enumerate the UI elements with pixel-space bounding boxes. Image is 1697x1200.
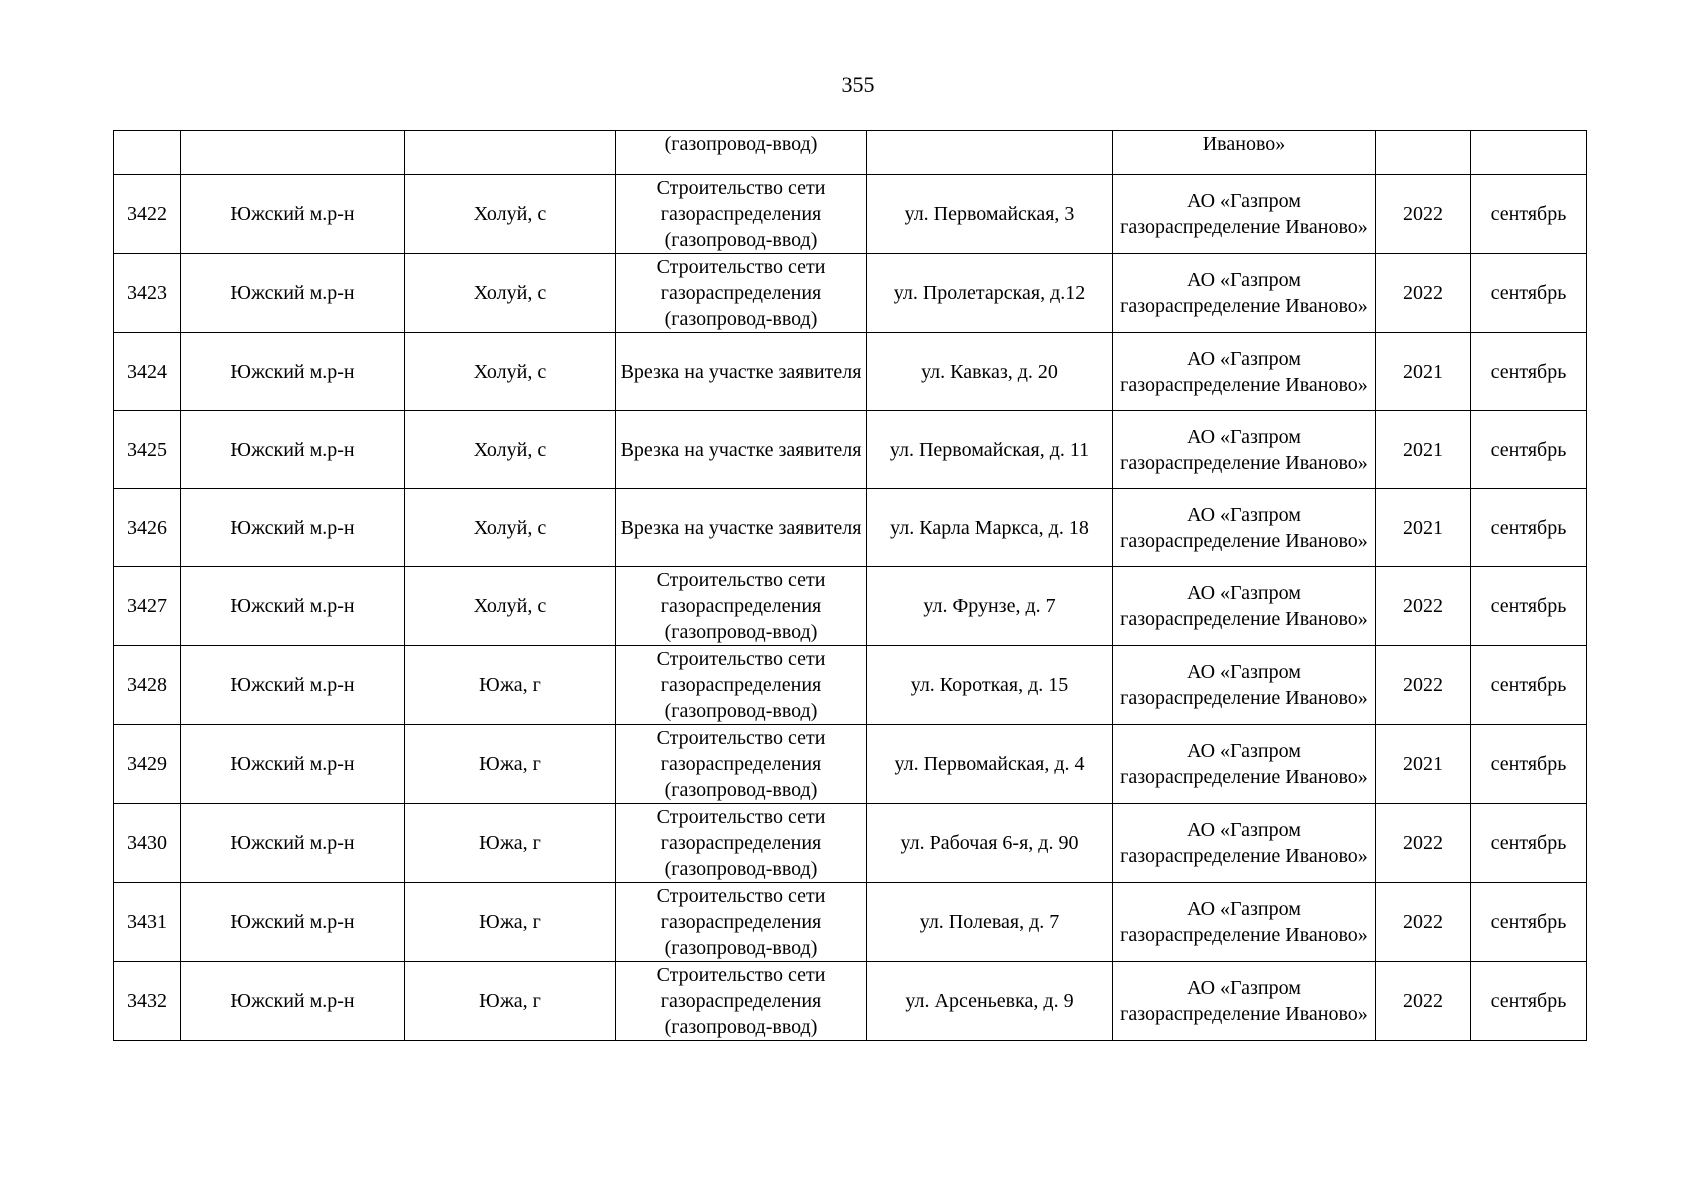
table-row [114, 411, 1587, 489]
gas-connection-table [113, 130, 1587, 1041]
cell-year: 2021 [1376, 489, 1471, 567]
cell-year [1376, 131, 1471, 175]
cell-locality: Холуй, с [405, 567, 616, 646]
cell-month: сентябрь [1471, 962, 1587, 1041]
cell-org: АО «Газпром газораспределение Иваново» [1113, 489, 1376, 567]
cell-locality: Южа, г [405, 804, 616, 883]
cell-month: сентябрь [1471, 883, 1587, 962]
cell-year: 2021 [1376, 333, 1471, 411]
cell-district: Южский м.р-н [181, 333, 405, 411]
cell-month: сентябрь [1471, 567, 1587, 646]
cell-year: 2022 [1376, 567, 1471, 646]
cell-org: АО «Газпром газораспределение Иваново» [1113, 411, 1376, 489]
cell-locality: Южа, г [405, 646, 616, 725]
cell-locality: Холуй, с [405, 175, 616, 254]
cell-address [867, 131, 1113, 175]
cell-address: ул. Первомайская, 3 [867, 175, 1113, 254]
cell-num: 3424 [114, 333, 181, 411]
cell-district: Южский м.р-н [181, 175, 405, 254]
cell-district: Южский м.р-н [181, 725, 405, 804]
cell-work: Строительство сети газораспределения (газопровод-ввод) [616, 254, 867, 333]
cell-address: ул. Рабочая 6-я, д. 90 [867, 804, 1113, 883]
cell-district: Южский м.р-н [181, 962, 405, 1041]
cell-org: АО «Газпром газораспределение Иваново» [1113, 175, 1376, 254]
cell-locality: Холуй, с [405, 411, 616, 489]
table-body [114, 131, 1587, 1041]
cell-district: Южский м.р-н [181, 646, 405, 725]
cell-work: Строительство сети газораспределения (газопровод-ввод) [616, 175, 867, 254]
cell-month [1471, 131, 1587, 175]
cell-locality: Южа, г [405, 883, 616, 962]
table-row [114, 804, 1587, 883]
page-number: 355 [841, 72, 875, 97]
cell-month: сентябрь [1471, 804, 1587, 883]
cell-num: 3431 [114, 883, 181, 962]
cell-year: 2021 [1376, 411, 1471, 489]
cell-address: ул. Первомайская, д. 11 [867, 411, 1113, 489]
cell-month: сентябрь [1471, 175, 1587, 254]
cell-month: сентябрь [1471, 489, 1587, 567]
cell-work: (газопровод-ввод) [616, 131, 867, 175]
cell-year: 2022 [1376, 646, 1471, 725]
cell-num: 3425 [114, 411, 181, 489]
table-row [114, 333, 1587, 411]
continuation-row [114, 131, 1587, 175]
cell-org: АО «Газпром газораспределение Иваново» [1113, 962, 1376, 1041]
cell-locality: Холуй, с [405, 254, 616, 333]
cell-address: ул. Короткая, д. 15 [867, 646, 1113, 725]
cell-district: Южский м.р-н [181, 489, 405, 567]
table-row [114, 725, 1587, 804]
cell-num: 3427 [114, 567, 181, 646]
cell-month: сентябрь [1471, 254, 1587, 333]
cell-work: Строительство сети газораспределения (газопровод-ввод) [616, 883, 867, 962]
cell-num: 3423 [114, 254, 181, 333]
cell-district: Южский м.р-н [181, 567, 405, 646]
cell-locality: Холуй, с [405, 333, 616, 411]
cell-district: Южский м.р-н [181, 883, 405, 962]
cell-org: АО «Газпром газораспределение Иваново» [1113, 725, 1376, 804]
cell-org: АО «Газпром газораспределение Иваново» [1113, 254, 1376, 333]
cell-month: сентябрь [1471, 725, 1587, 804]
cell-year: 2022 [1376, 804, 1471, 883]
cell-work: Врезка на участке заявителя [616, 489, 867, 567]
cell-num: 3426 [114, 489, 181, 567]
cell-address: ул. Арсеньевка, д. 9 [867, 962, 1113, 1041]
cell-year: 2022 [1376, 254, 1471, 333]
cell-num: 3428 [114, 646, 181, 725]
cell-address: ул. Первомайская, д. 4 [867, 725, 1113, 804]
table-row [114, 883, 1587, 962]
cell-num [114, 131, 181, 175]
cell-address: ул. Кавказ, д. 20 [867, 333, 1113, 411]
cell-work: Врезка на участке заявителя [616, 411, 867, 489]
cell-locality: Южа, г [405, 962, 616, 1041]
table-row [114, 567, 1587, 646]
cell-work: Врезка на участке заявителя [616, 333, 867, 411]
cell-month: сентябрь [1471, 333, 1587, 411]
cell-locality: Холуй, с [405, 489, 616, 567]
cell-org: АО «Газпром газораспределение Иваново» [1113, 804, 1376, 883]
table-row [114, 254, 1587, 333]
cell-num: 3429 [114, 725, 181, 804]
cell-org: АО «Газпром газораспределение Иваново» [1113, 333, 1376, 411]
cell-org: АО «Газпром газораспределение Иваново» [1113, 567, 1376, 646]
table-row [114, 962, 1587, 1041]
cell-address: ул. Фрунзе, д. 7 [867, 567, 1113, 646]
cell-locality [405, 131, 616, 175]
cell-address: ул. Карла Маркса, д. 18 [867, 489, 1113, 567]
cell-district: Южский м.р-н [181, 411, 405, 489]
cell-num: 3422 [114, 175, 181, 254]
cell-org: АО «Газпром газораспределение Иваново» [1113, 646, 1376, 725]
cell-work: Строительство сети газораспределения (газопровод-ввод) [616, 567, 867, 646]
cell-district: Южский м.р-н [181, 804, 405, 883]
cell-work: Строительство сети газораспределения (газопровод-ввод) [616, 962, 867, 1041]
cell-month: сентябрь [1471, 646, 1587, 725]
table-row [114, 175, 1587, 254]
table-row [114, 646, 1587, 725]
cell-address: ул. Полевая, д. 7 [867, 883, 1113, 962]
cell-num: 3432 [114, 962, 181, 1041]
cell-district: Южский м.р-н [181, 254, 405, 333]
table-row [114, 489, 1587, 567]
cell-year: 2022 [1376, 175, 1471, 254]
cell-address: ул. Пролетарская, д.12 [867, 254, 1113, 333]
cell-work: Строительство сети газораспределения (газопровод-ввод) [616, 725, 867, 804]
cell-work: Строительство сети газораспределения (газопровод-ввод) [616, 804, 867, 883]
cell-num: 3430 [114, 804, 181, 883]
cell-year: 2022 [1376, 962, 1471, 1041]
cell-year: 2021 [1376, 725, 1471, 804]
cell-org: Иваново» [1113, 131, 1376, 175]
cell-org: АО «Газпром газораспределение Иваново» [1113, 883, 1376, 962]
cell-locality: Южа, г [405, 725, 616, 804]
cell-district [181, 131, 405, 175]
cell-work: Строительство сети газораспределения (газопровод-ввод) [616, 646, 867, 725]
cell-year: 2022 [1376, 883, 1471, 962]
cell-month: сентябрь [1471, 411, 1587, 489]
